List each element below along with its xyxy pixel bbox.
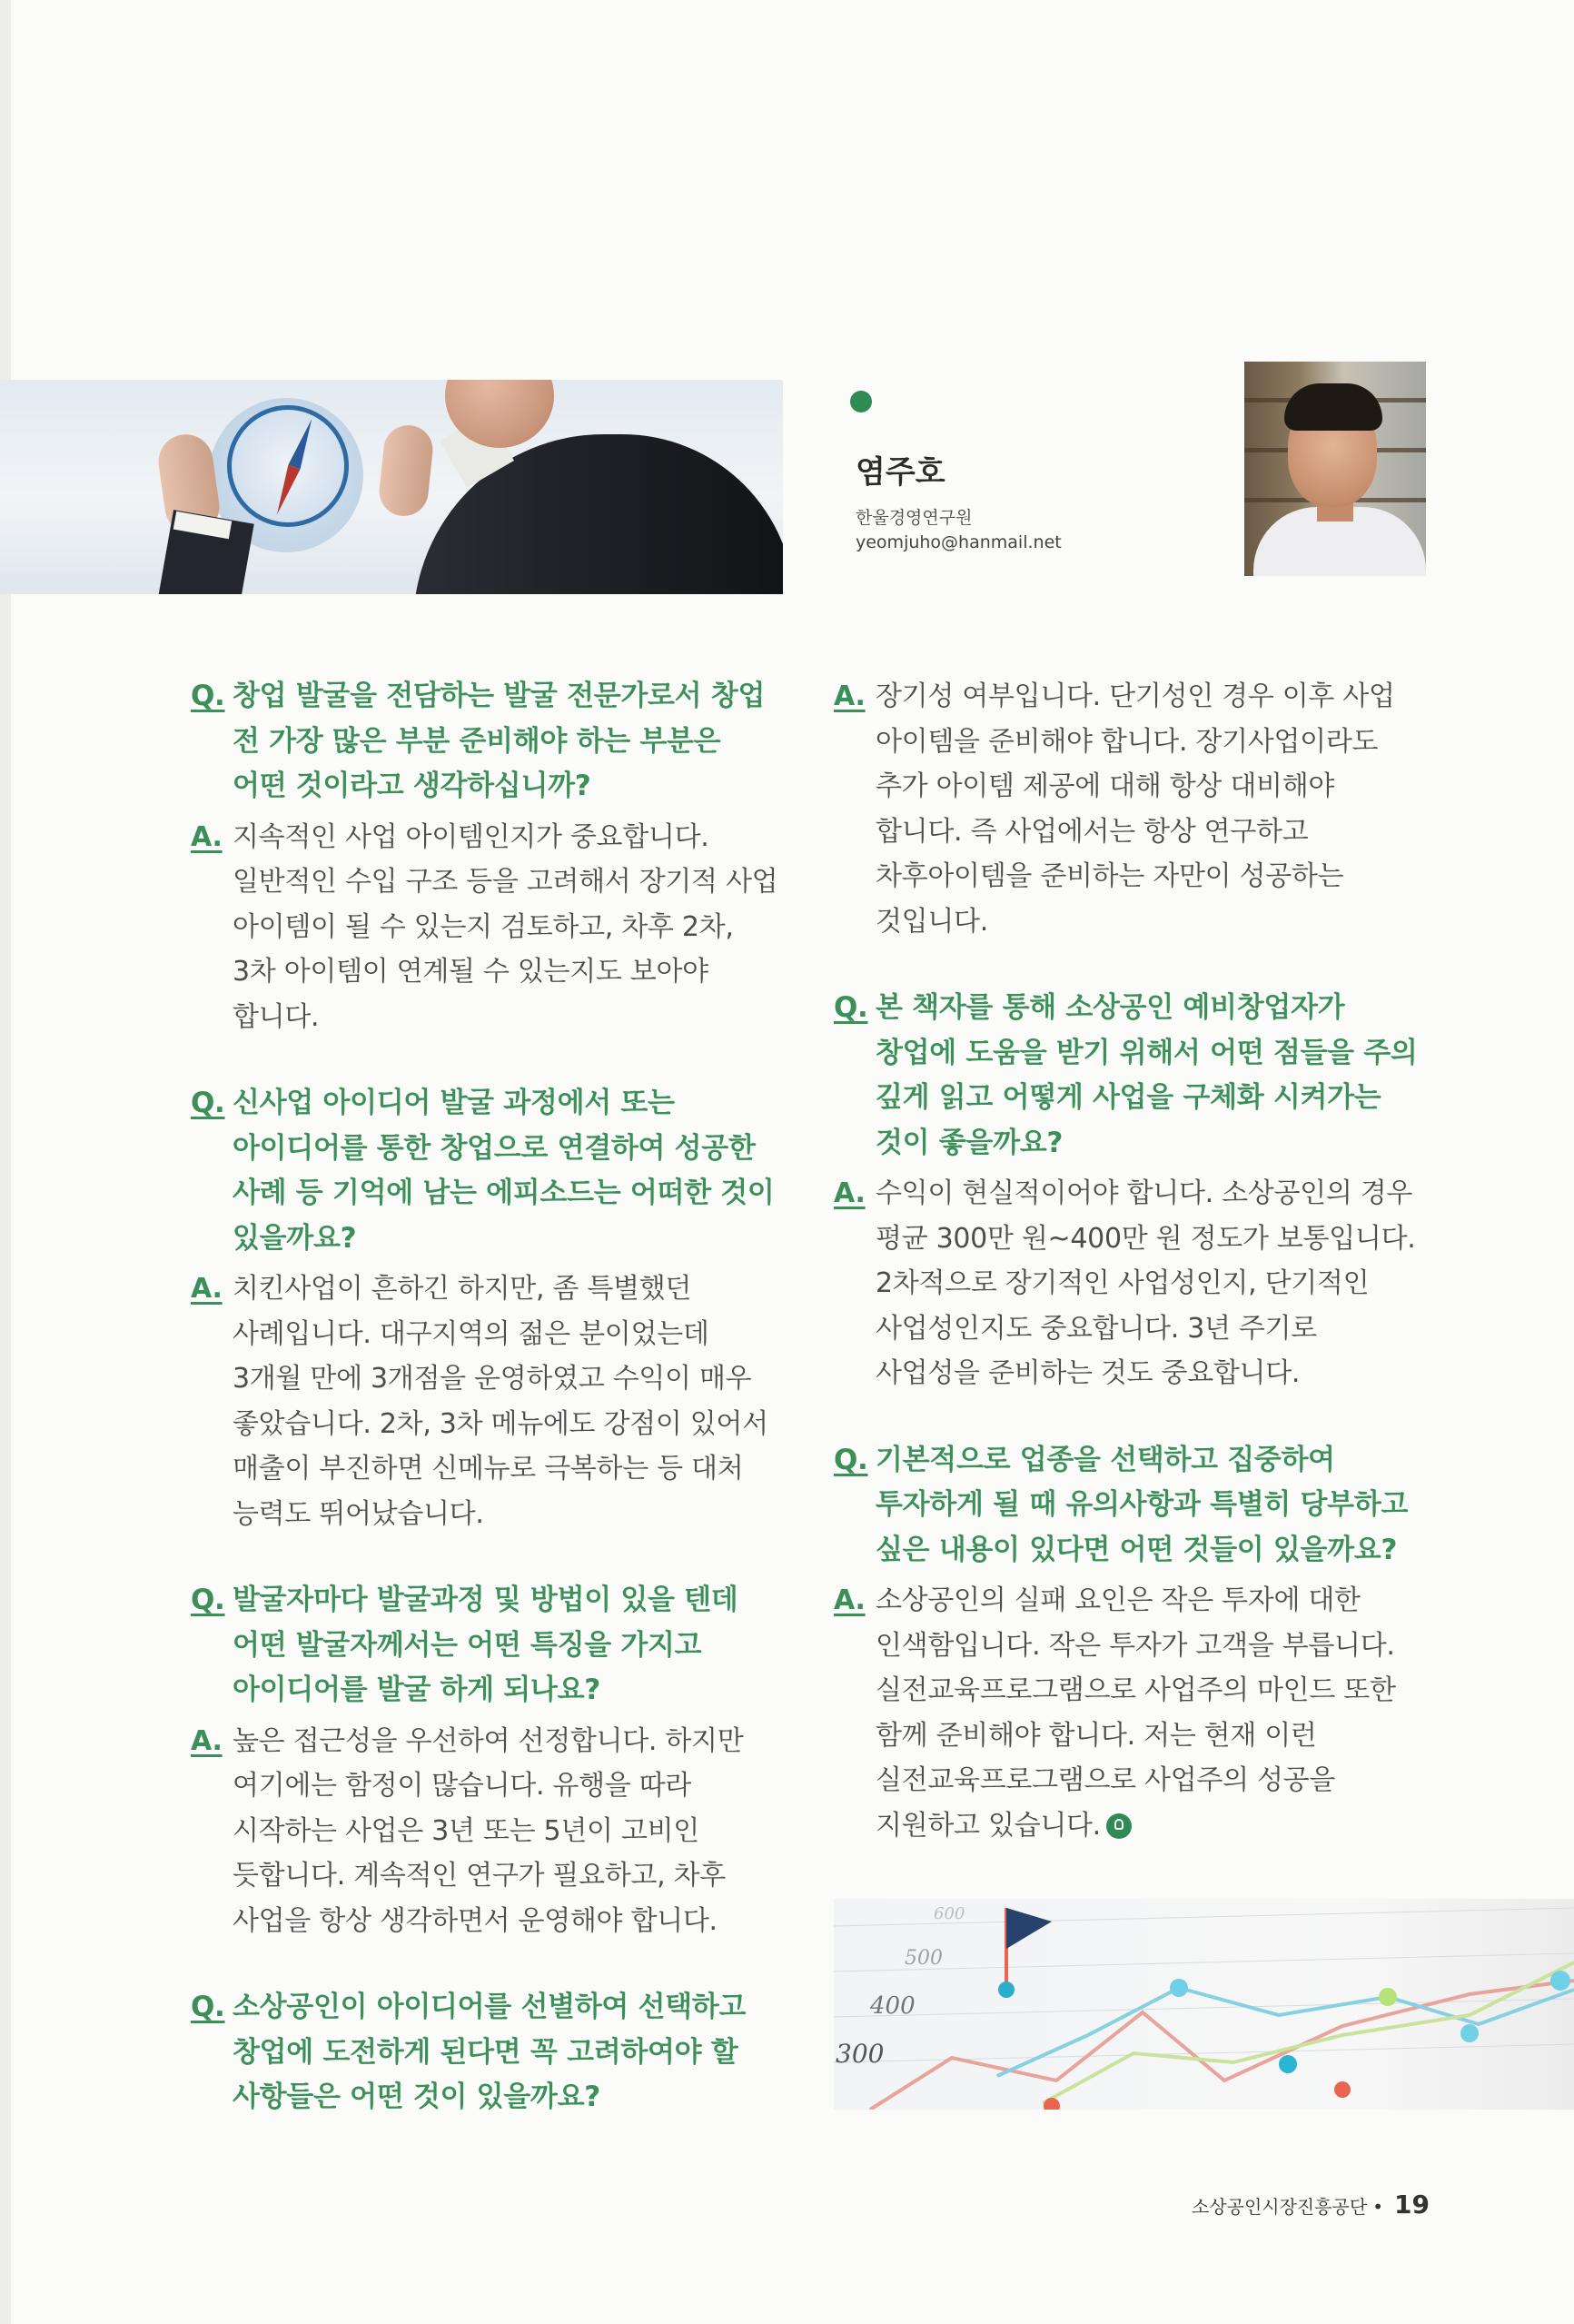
chart-graphic bbox=[834, 1899, 1574, 2110]
question bbox=[191, 1578, 781, 1713]
answer bbox=[191, 815, 781, 1040]
question-marker: Q. bbox=[191, 1087, 225, 1119]
question-text: 소상공인이 아이디어를 선별하여 선택하고 창업에 도전하게 된다면 꼭 고려하여야 할 사항들은 어떤 것이 있을까요? bbox=[233, 1991, 747, 2113]
answer-marker: A. bbox=[834, 1584, 866, 1616]
page-number: 19 bbox=[1394, 2190, 1430, 2220]
speech-bubble-icon bbox=[850, 391, 872, 412]
question bbox=[191, 1985, 781, 2120]
page-edge bbox=[0, 0, 11, 2324]
axis-label: 600 bbox=[934, 1904, 965, 1923]
answer-text: 높은 접근성을 우선하여 선정합니다. 하지만 여기에는 함정이 많습니다. 유행을 따라 시작하는 사업은 3년 또는 5년이 고비인 듯합니다. 계속적인 연구가 필요하고, 차후 사업을 항상 생각하면서 운영해야 합니다. bbox=[233, 1724, 744, 1937]
axis-label: 300 bbox=[836, 2039, 885, 2069]
growth-chart-photo bbox=[834, 1899, 1574, 2110]
answer-marker: A. bbox=[834, 1177, 866, 1209]
right-hand bbox=[377, 422, 435, 518]
page-footer bbox=[1192, 2190, 1430, 2220]
author-hair bbox=[1284, 383, 1382, 431]
answer-text: 장기성 여부입니다. 단기성인 경우 이후 사업 아이템을 준비해야 합니다. 장기사업이라도 추가 아이템 제공에 대해 항상 대비해야 합니다. 즉 사업에서는 항상 연구하고 차후아이템을 준비하는 자만이 성공하는 것입니다. bbox=[876, 680, 1395, 938]
answer bbox=[834, 1578, 1424, 1848]
right-column bbox=[834, 674, 1424, 1848]
flag-icon bbox=[1006, 1908, 1052, 1949]
answer bbox=[191, 1266, 781, 1536]
question-text: 신사업 아이디어 발굴 과정에서 또는 아이디어를 통한 창업으로 연결하여 성공한 사례 등 기억에 남는 에피소드는 어떠한 것이 있을까요? bbox=[233, 1087, 775, 1255]
answer bbox=[834, 674, 1424, 944]
answer-text: 소상공인의 실패 요인은 작은 투자에 대한 인색함입니다. 작은 투자가 고객을 부릅니다. 실전교육프로그램으로 사업주의 마인드 또한 함께 준비해야 합니다. 저는 현재 이런 실전교육프로그램으로 사업주의 성공을 지원하고 있습니다. bbox=[876, 1584, 1396, 1842]
question-marker: Q. bbox=[191, 680, 225, 712]
footer-separator: • bbox=[1372, 2196, 1383, 2218]
question-text: 창업 발굴을 전담하는 발굴 전문가로서 창업 전 가장 많은 부분 준비해야 하는 부분은 어떤 것이라고 생각하십니까? bbox=[233, 680, 766, 802]
question-marker: Q. bbox=[834, 991, 868, 1024]
answer-text: 지속적인 사업 아이템인지가 중요합니다. 일반적인 수입 구조 등을 고려해서 장기적 사업 아이템이 될 수 있는지 검토하고, 차후 2차, 3차 아이템이 연계될 수 있는지도 보아야 합니다. bbox=[233, 820, 778, 1033]
question-text: 기본적으로 업종을 선택하고 집중하여 투자하게 될 때 유의사항과 특별히 당부하고 싶은 내용이 있다면 어떤 것들이 있을까요? bbox=[876, 1443, 1409, 1566]
answer bbox=[834, 1171, 1424, 1396]
publisher-name: 소상공인시장진흥공단 bbox=[1192, 2196, 1368, 2218]
answer-marker: A. bbox=[191, 1724, 223, 1757]
answer-marker: A. bbox=[191, 820, 223, 853]
question-text: 발굴자마다 발굴과정 및 방법이 있을 텐데 어떤 발굴자께서는 어떤 특징을 가지고 아이디어를 발굴 하게 되나요? bbox=[233, 1584, 738, 1706]
left-column bbox=[191, 674, 781, 2120]
answer-marker: A. bbox=[834, 680, 866, 712]
lightbulb-icon bbox=[1106, 1813, 1132, 1839]
answer bbox=[191, 1719, 781, 1944]
author-email: yeomjuho@hanmail.net bbox=[856, 532, 1062, 552]
answer-marker: A. bbox=[191, 1273, 223, 1305]
author-photo bbox=[1244, 362, 1426, 576]
question bbox=[191, 1081, 781, 1261]
answer-text: 치킨사업이 흔하긴 하지만, 좀 특별했던 사례입니다. 대구지역의 젊은 분이었는데 3개월 만에 3개점을 운영하였고 수익이 매우 좋았습니다. 2차, 3차 메뉴에도 강점이 있어서 매출이 부진하면 신메뉴로 극복하는 등 대처 능력도 뛰어났습니다. bbox=[233, 1273, 768, 1530]
question bbox=[834, 1438, 1424, 1574]
chart-line-green bbox=[1043, 1962, 1574, 2103]
axis-label: 400 bbox=[870, 1992, 916, 2020]
header-photo bbox=[0, 380, 783, 594]
question-marker: Q. bbox=[834, 1443, 868, 1476]
question-marker: Q. bbox=[191, 1991, 225, 2023]
axis-label: 500 bbox=[905, 1947, 943, 1970]
question bbox=[191, 674, 781, 809]
answer-text: 수익이 현실적이어야 합니다. 소상공인의 경우 평균 300만 원~400만 원 정도가 보통입니다. 2차적으로 장기적인 사업성인지, 단기적인 사업성인지도 중요합니다. 3년 주기로 사업성을 준비하는 것도 중요합니다. bbox=[876, 1177, 1416, 1389]
question-text: 본 책자를 통해 소상공인 예비창업자가 창업에 도움을 받기 위해서 어떤 점들을 주의 깊게 읽고 어떻게 사업을 구체화 시켜가는 것이 좋을까요? bbox=[876, 991, 1418, 1159]
author-name: 염주호 bbox=[856, 454, 945, 491]
question-marker: Q. bbox=[191, 1584, 225, 1616]
author-organization: 한울경영연구원 bbox=[856, 508, 973, 528]
question bbox=[834, 986, 1424, 1166]
